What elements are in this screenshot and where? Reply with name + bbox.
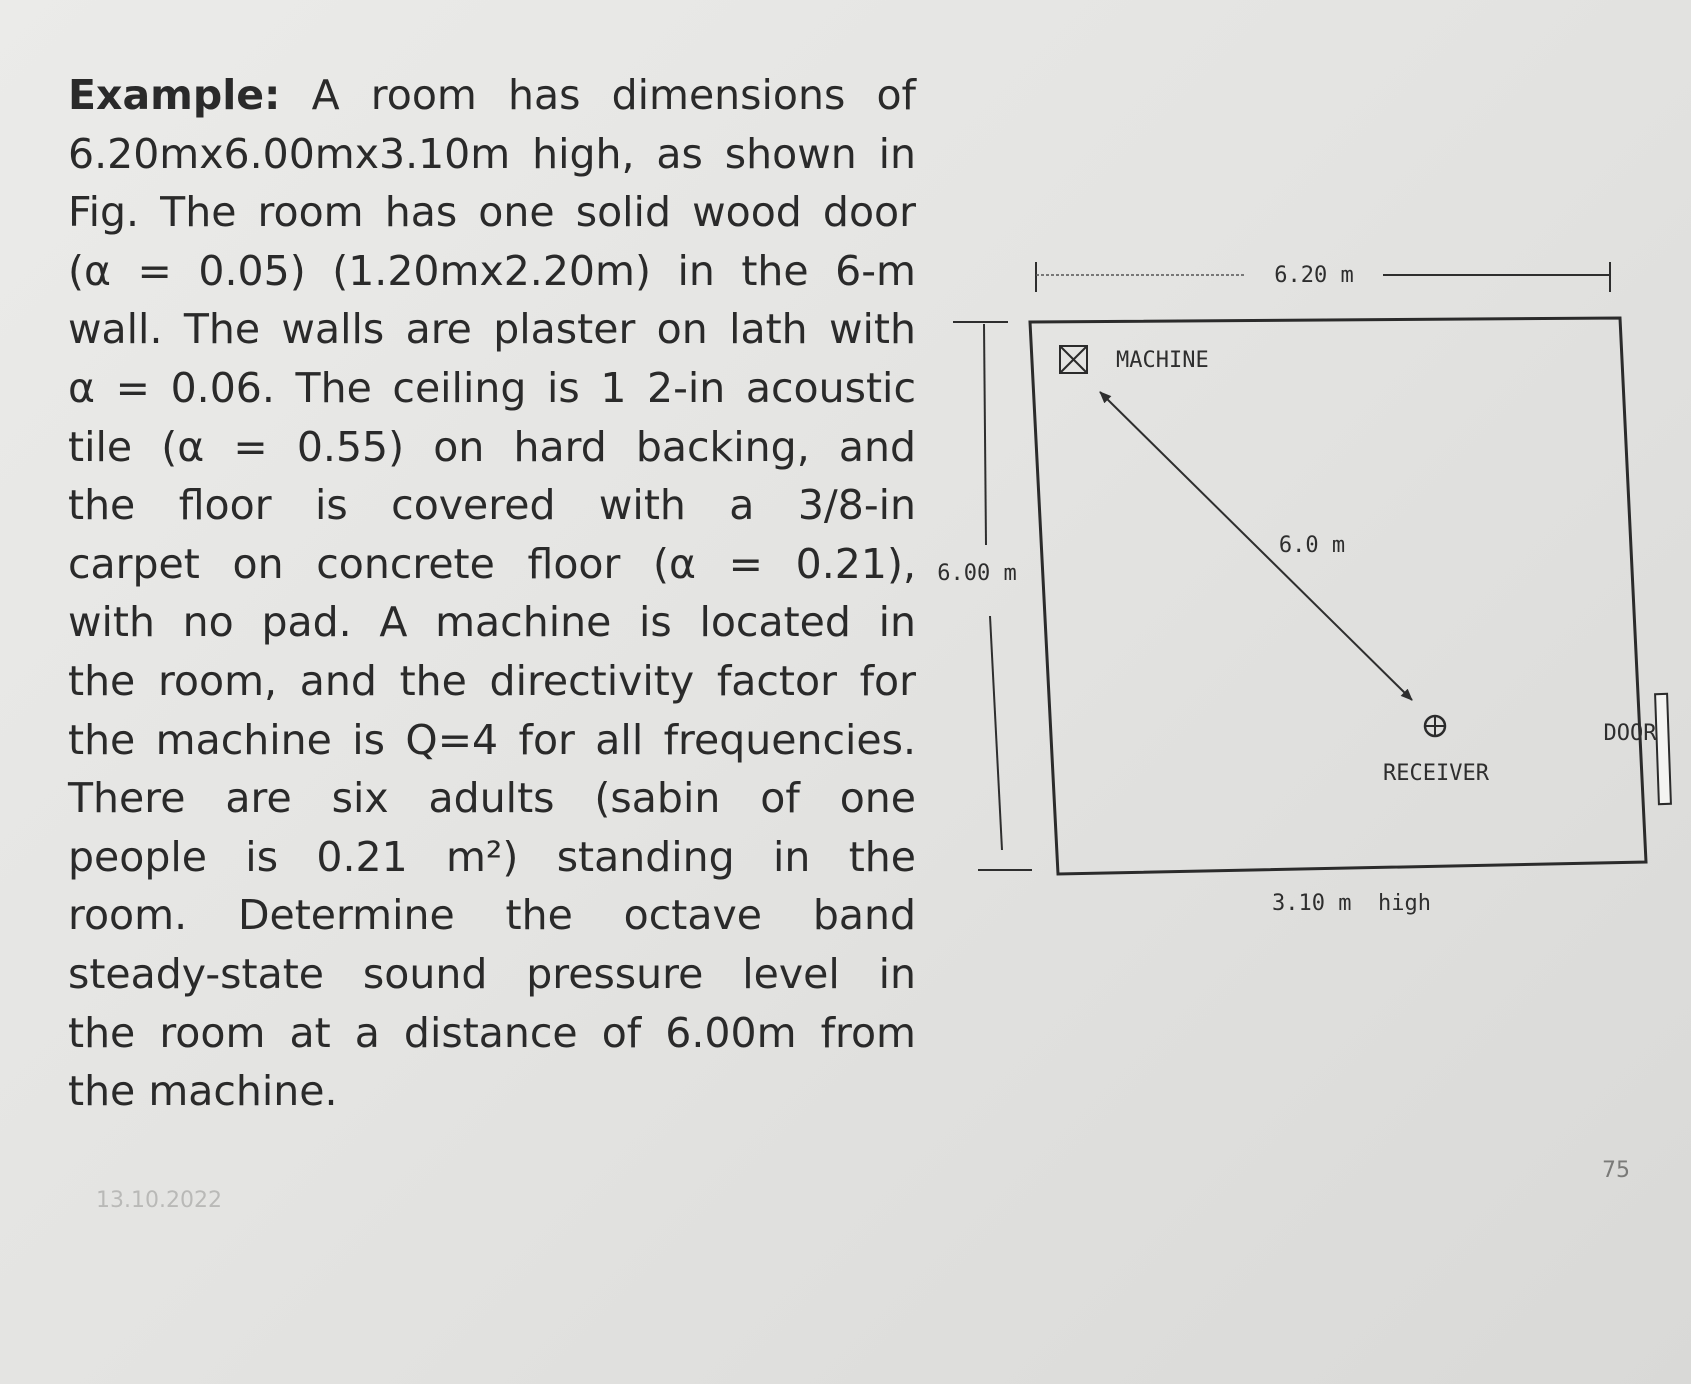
problem-line: 6.20mx6.00mx3.10m high, as shown in xyxy=(68,129,916,178)
problem-line: Fig. The room has one solid wood door xyxy=(68,188,916,237)
door-symbol xyxy=(1655,694,1671,804)
problem-line: the room, and the directivity factor for xyxy=(68,656,916,705)
problem-line: wall. The walls are plaster on lath with xyxy=(68,305,916,354)
room-outline xyxy=(1030,318,1646,874)
door-label: DOOR xyxy=(1603,721,1657,746)
problem-line: (α = 0.05) (1.20mx2.20m) in the 6-m xyxy=(68,246,916,295)
machine-label: MACHINE xyxy=(1116,348,1209,373)
problem-line: the floor is covered with a 3/8-in xyxy=(68,481,916,530)
problem-line: tile (α = 0.55) on hard backing, and xyxy=(68,422,916,471)
receiver-label: RECEIVER xyxy=(1383,761,1489,786)
width-dimension xyxy=(1036,262,1610,292)
problem-line: the machine is Q=4 for all frequencies. xyxy=(68,715,916,764)
problem-line: people is 0.21 m²) standing in the xyxy=(68,832,916,881)
problem-line: with no pad. A machine is located in xyxy=(68,598,916,647)
depth-dimension xyxy=(937,322,1032,870)
receiver-icon xyxy=(1425,716,1445,736)
problem-line: Example: A room has dimensions of xyxy=(68,71,916,119)
problem-line: room. Determine the octave band xyxy=(68,891,916,940)
problem-line: the room at a distance of 6.00m from xyxy=(68,1008,916,1057)
problem-line: α = 0.06. The ceiling is 1 2-in acoustic xyxy=(68,363,916,412)
height-label: 3.10 m high xyxy=(1272,891,1431,916)
distance-label: 6.0 m xyxy=(1278,533,1346,558)
example-lead: Example: xyxy=(68,71,281,119)
distance-arrow xyxy=(1100,392,1412,700)
problem-line: the machine. xyxy=(68,1067,338,1116)
problem-line: steady-state sound pressure level in xyxy=(68,949,916,998)
page-number: 75 xyxy=(1602,1158,1630,1183)
width-label: 6.20 m xyxy=(1274,263,1354,288)
footer-date: 13.10.2022 xyxy=(96,1188,222,1213)
problem-line: There are six adults (sabin of one xyxy=(68,774,916,823)
depth-label: 6.00 m xyxy=(937,561,1017,586)
machine-icon xyxy=(1060,346,1087,373)
problem-line: carpet on concrete floor (α = 0.21), xyxy=(68,539,916,588)
